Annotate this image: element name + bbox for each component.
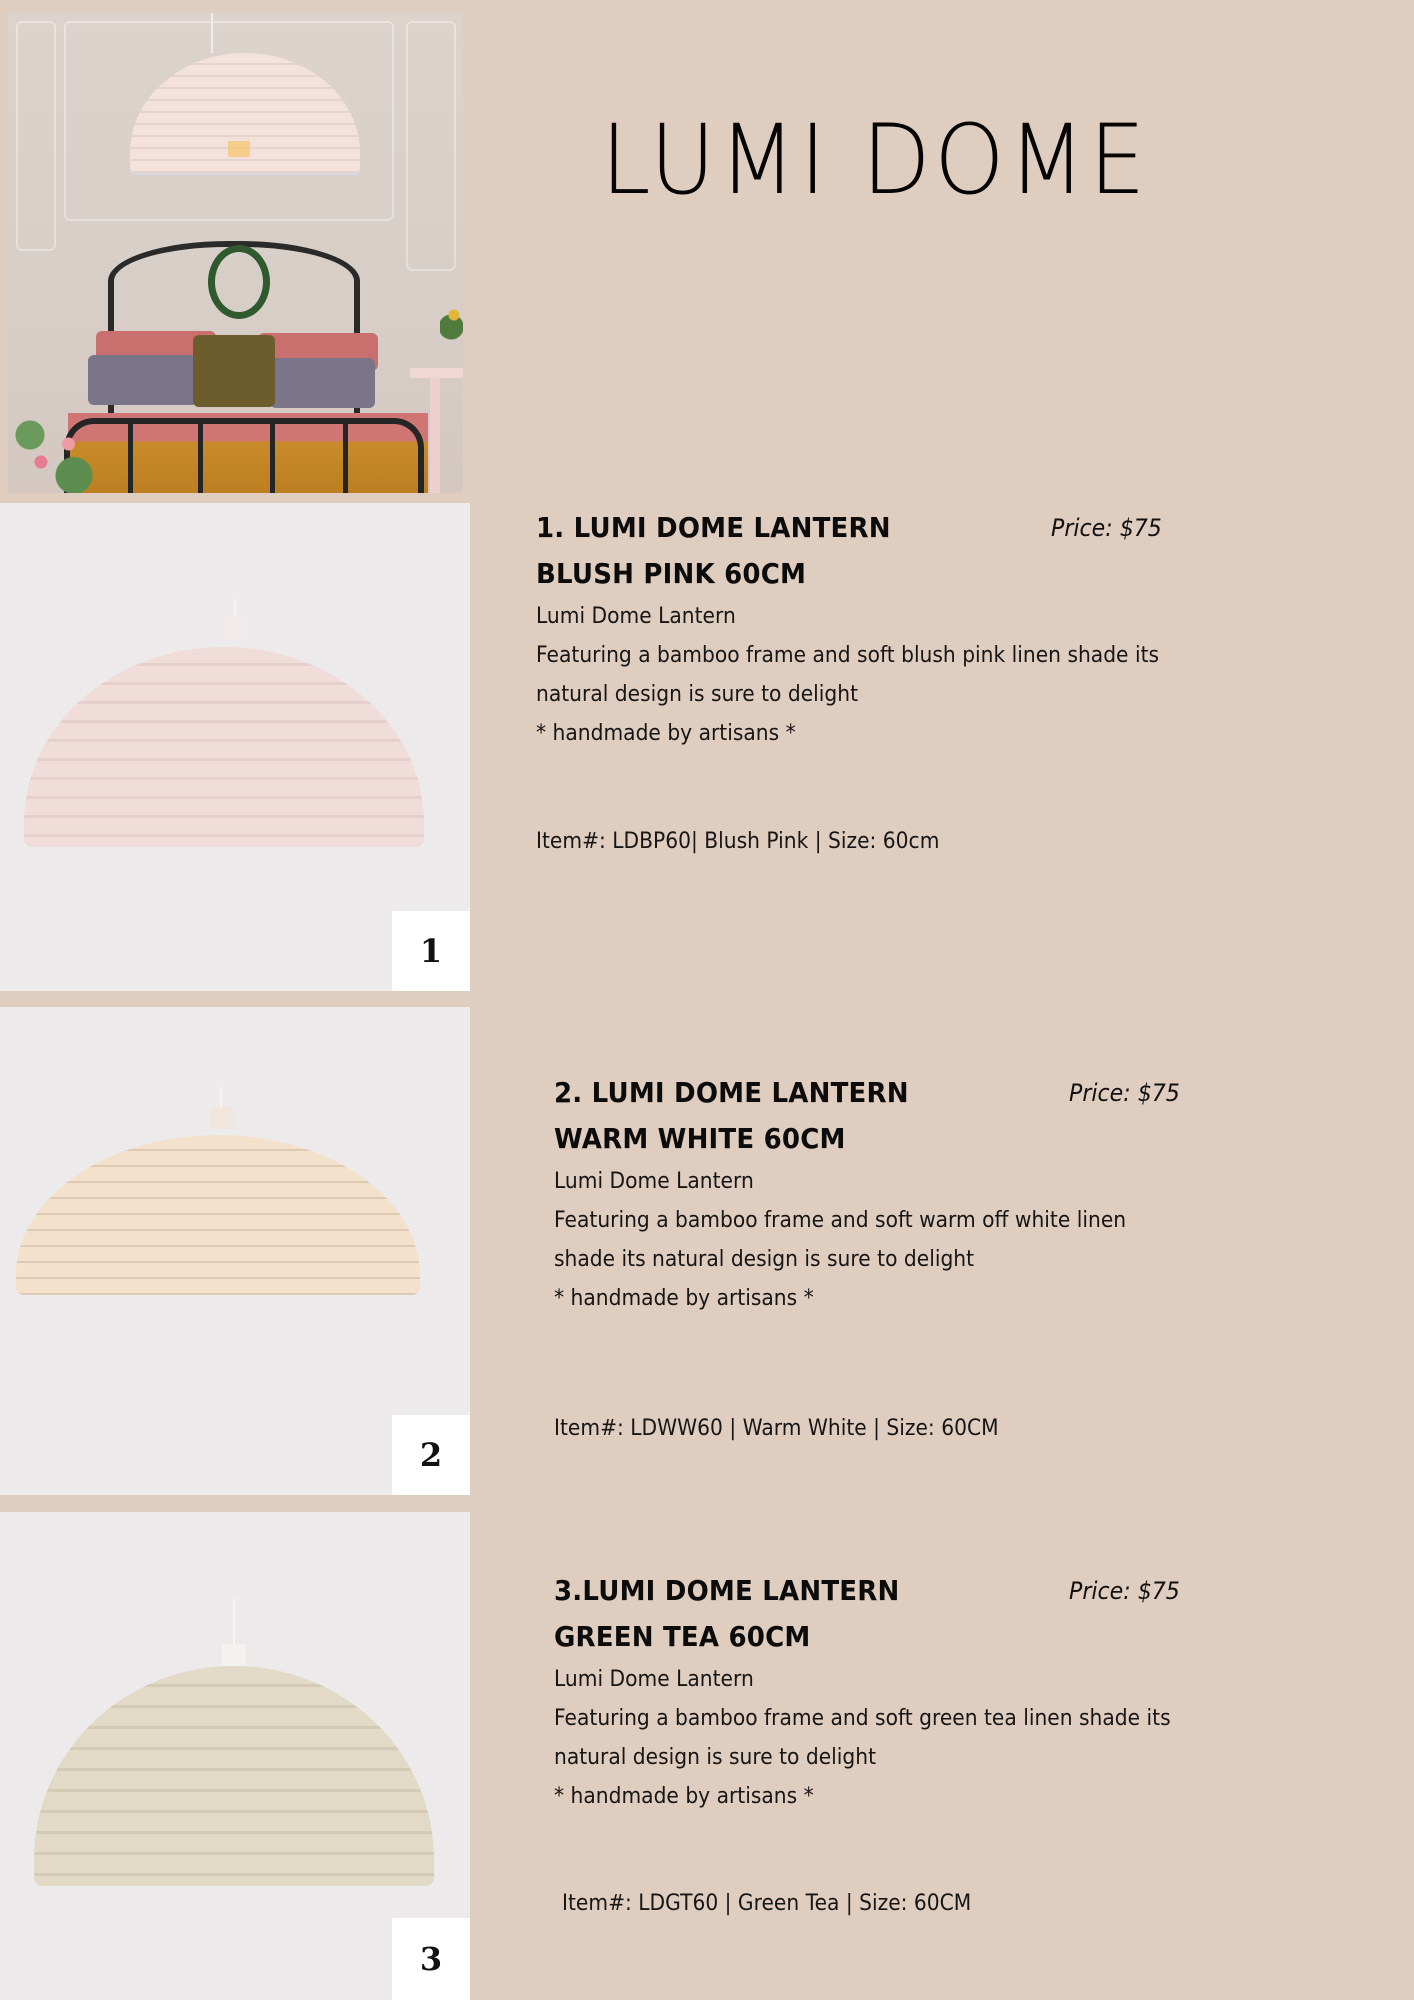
iron-footboard (64, 418, 424, 493)
product-number-badge: 1 (392, 911, 470, 991)
product-title-line2: GREEN TEA 60CM (554, 1620, 811, 1653)
wall-molding (406, 21, 456, 271)
lamp-cap (210, 1107, 234, 1129)
product-subtitle: Lumi Dome Lantern (554, 1169, 754, 1194)
product-note: * handmade by artisans * (554, 1784, 814, 1809)
floral-cushion (193, 335, 275, 407)
lamp-shade (16, 1135, 420, 1295)
lamp-cord (211, 13, 213, 53)
lamp-cord (220, 1087, 222, 1107)
product-number-badge: 3 (392, 1918, 470, 2000)
bulb-glow (228, 141, 250, 157)
product-note: * handmade by artisans * (536, 721, 796, 746)
product-photo-3 (0, 1512, 470, 2000)
product-item-info: Item#: LDGT60 | Green Tea | Size: 60CM (562, 1891, 972, 1916)
product-title-line2: BLUSH PINK 60CM (536, 557, 807, 590)
product-info-3 (554, 1568, 1274, 1816)
product-item-info: Item#: LDWW60 | Warm White | Size: 60CM (554, 1416, 999, 1441)
product-info-2 (554, 1070, 1274, 1318)
pillow (88, 355, 198, 405)
product-photo-2 (0, 1007, 470, 1495)
side-table (410, 368, 463, 493)
lamp-cord (233, 1598, 235, 1648)
product-description-line2: shade its natural design is sure to delight (554, 1247, 975, 1272)
pillow (270, 358, 375, 408)
bed-bar (343, 423, 348, 493)
product-subtitle: Lumi Dome Lantern (554, 1667, 754, 1692)
lamp-cord (234, 599, 236, 619)
product-price: Price: $75 (1069, 1577, 1180, 1605)
product-description-line2: natural design is sure to delight (536, 682, 859, 707)
product-price: Price: $75 (1051, 514, 1162, 542)
product-title-line1: 3.LUMI DOME LANTERN (554, 1574, 900, 1607)
potted-plant (440, 303, 463, 343)
product-title-line1: 1. LUMI DOME LANTERN (536, 511, 891, 544)
wall-molding (16, 21, 56, 251)
product-price: Price: $75 (1069, 1079, 1180, 1107)
bed-bar (270, 423, 275, 493)
product-item-info: Item#: LDBP60| Blush Pink | Size: 60cm (536, 829, 940, 854)
product-title-line2: WARM WHITE 60CM (554, 1122, 846, 1155)
product-description-line1: Featuring a bamboo frame and soft green tea linen shade its (554, 1706, 1171, 1731)
product-title-line1: 2. LUMI DOME LANTERN (554, 1076, 909, 1109)
lamp-shade (34, 1666, 434, 1886)
product-note: * handmade by artisans * (554, 1286, 814, 1311)
hero-bedroom-image (8, 13, 463, 493)
product-info-1 (536, 505, 1256, 753)
flowers (8, 408, 118, 493)
product-number-badge: 2 (392, 1415, 470, 1495)
bed-bar (128, 423, 133, 493)
wreath (208, 245, 270, 319)
lamp-cap (222, 1644, 246, 1666)
lamp-shade (24, 647, 424, 847)
product-subtitle: Lumi Dome Lantern (536, 604, 736, 629)
product-photo-1 (0, 503, 470, 991)
product-description-line1: Featuring a bamboo frame and soft warm off white linen (554, 1208, 1127, 1233)
page-title: LUMI DOME (600, 104, 1150, 216)
bed-bar (198, 423, 203, 493)
lamp-cap (224, 617, 248, 639)
product-description-line2: natural design is sure to delight (554, 1745, 877, 1770)
product-description-line1: Featuring a bamboo frame and soft blush pink linen shade its (536, 643, 1160, 668)
